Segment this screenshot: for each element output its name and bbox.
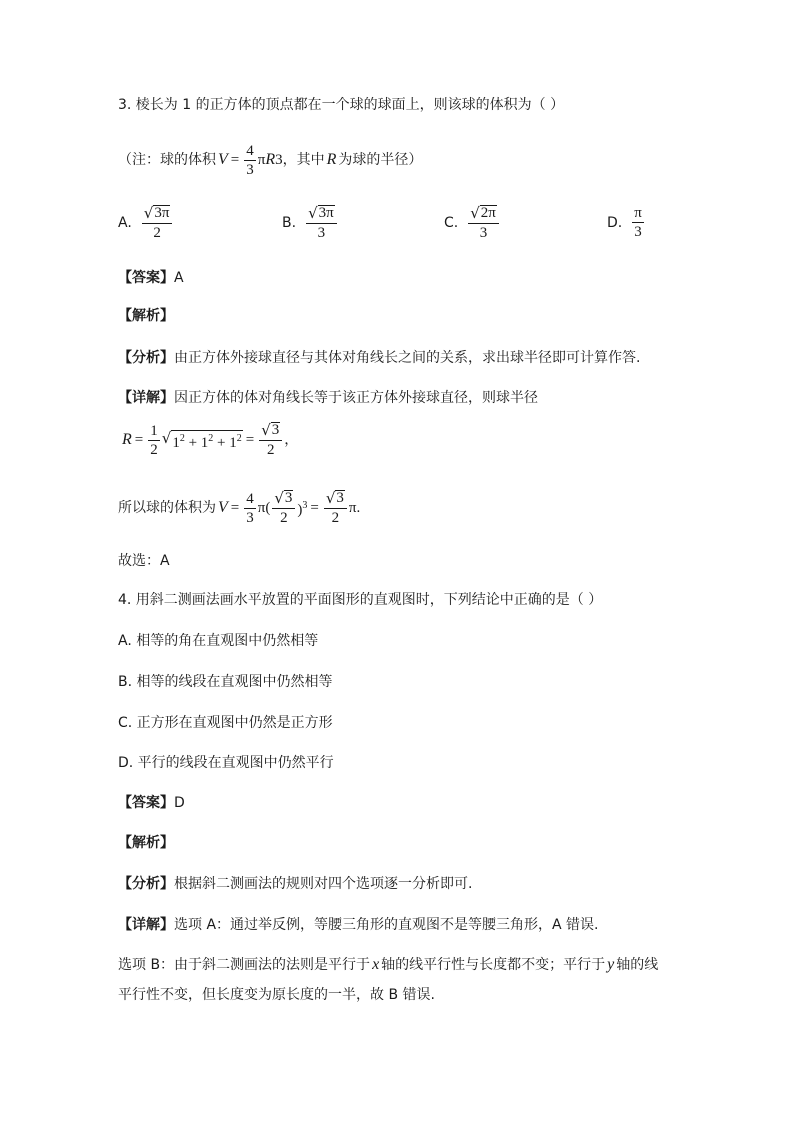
option-label: A.: [118, 215, 132, 231]
q3-note-prefix: （注：球的体积: [118, 152, 216, 168]
option-numerator: 3π: [318, 205, 334, 221]
volume-prefix: 所以球的体积为: [118, 500, 216, 516]
formula-R: R: [265, 151, 276, 168]
q3-option-b: [282, 205, 339, 241]
q4-option-c: C. 正方形在直观图中仍然是正方形: [118, 715, 333, 731]
q4-answer: [118, 793, 185, 813]
option-label: D.: [607, 214, 623, 231]
option-denominator: 3: [479, 225, 488, 241]
option-denominator: 3: [317, 225, 326, 241]
option-numerator: 2π: [480, 205, 496, 221]
xiangjie-text: 选项 A：通过举反例，等腰三角形的直观图不是等腰三角形，A 错误.: [174, 917, 599, 933]
fenxi-tag: 【分析】: [118, 350, 174, 366]
xiangjie-text: 因正方体的体对角线长等于该正方体外接球直径，则球半径: [174, 390, 538, 406]
q3-note-end: 为球的半径）: [338, 152, 423, 168]
option-fraction: [142, 205, 173, 241]
axis-y: y: [607, 956, 615, 973]
xiangjie-tag: 【详解】: [118, 917, 174, 933]
q4-option-d: D. 平行的线段在直观图中仍然平行: [118, 755, 334, 771]
q4-fenxi: [118, 874, 472, 894]
q4-optb-line1: 选项 B：由于斜二测画法的法则是平行于 x 轴的线平行性与长度都不变；平行于 y 轴的线: [118, 956, 659, 973]
q3-note-R: R: [326, 151, 337, 168]
q4-stem: 4. 用斜二测画法画水平放置的平面图形的直观图时，下列结论中正确的是（ ）: [118, 592, 603, 608]
sqrt-sign: √: [143, 204, 154, 222]
q3-conclusion: 故选：A: [118, 553, 170, 569]
option-denominator: 3: [634, 224, 642, 240]
q4-xiangjie: [118, 915, 599, 935]
q3-option-a: [118, 205, 174, 241]
option-fraction: [306, 205, 337, 241]
option-numerator: 3π: [154, 205, 170, 221]
fenxi-text: 根据斜二测画法的规则对四个选项逐一分析即可.: [174, 876, 473, 892]
q3-fenxi: [118, 348, 640, 368]
answer-value: D: [174, 795, 185, 811]
q3-xiangjie: [118, 388, 538, 408]
answer-tag: 【答案】: [118, 795, 174, 811]
q3-stem: 3. 棱长为 1 的正方体的顶点都在一个球的球面上，则该球的体积为（ ）: [118, 97, 565, 113]
option-label: C.: [444, 215, 459, 231]
q3-note-suffix: ，其中: [282, 152, 325, 168]
q3-option-d: [607, 205, 646, 240]
option-denominator: 2: [153, 225, 161, 241]
formula-eq: =: [230, 152, 240, 168]
xiangjie-tag: 【详解】: [118, 390, 174, 406]
q4-optb-line2: 平行性不变，但长度变为原长度的一半，故 B 错误.: [118, 987, 435, 1003]
option-fraction: [468, 205, 499, 241]
q3-option-c: [444, 205, 501, 241]
sqrt-sign: √: [308, 204, 318, 222]
q4-option-a: A. 相等的角在直观图中仍然相等: [118, 633, 319, 649]
option-label: B.: [282, 215, 297, 231]
answer-value: A: [174, 270, 184, 286]
option-fraction: [632, 205, 644, 240]
formula-fraction: $\frac{4}{3}$: [246, 142, 254, 178]
formula-exp: 3: [275, 152, 283, 168]
fenxi-tag: 【分析】: [118, 876, 174, 892]
formula-V: V: [218, 151, 228, 168]
answer-tag: 【答案】: [118, 270, 174, 286]
q3-answer: [118, 268, 184, 288]
formula-pi: π: [257, 152, 266, 168]
sqrt-sign: √: [470, 204, 480, 222]
q3-analysis-tag: 【解析】: [118, 308, 174, 324]
q4-option-b: B. 相等的线段在直观图中仍然相等: [118, 674, 333, 690]
radius-formula: R = $\frac{1}{2}$ √ $1^2 + 1^2 + 1^2$ = √ 3 2 ，: [122, 421, 299, 458]
q4-analysis-tag: 【解析】: [118, 835, 174, 851]
axis-x: x: [372, 956, 380, 973]
volume-formula: 所以球的体积为 V = $\frac{4}{3}$ π( √ 3 2 )$^3$ = √ 3 2 π.: [118, 489, 361, 526]
fenxi-text: 由正方体外接球直径与其体对角线长之间的关系，求出球半径即可计算作答.: [174, 350, 641, 366]
q3-note: [118, 140, 422, 180]
option-numerator: π: [634, 205, 642, 221]
